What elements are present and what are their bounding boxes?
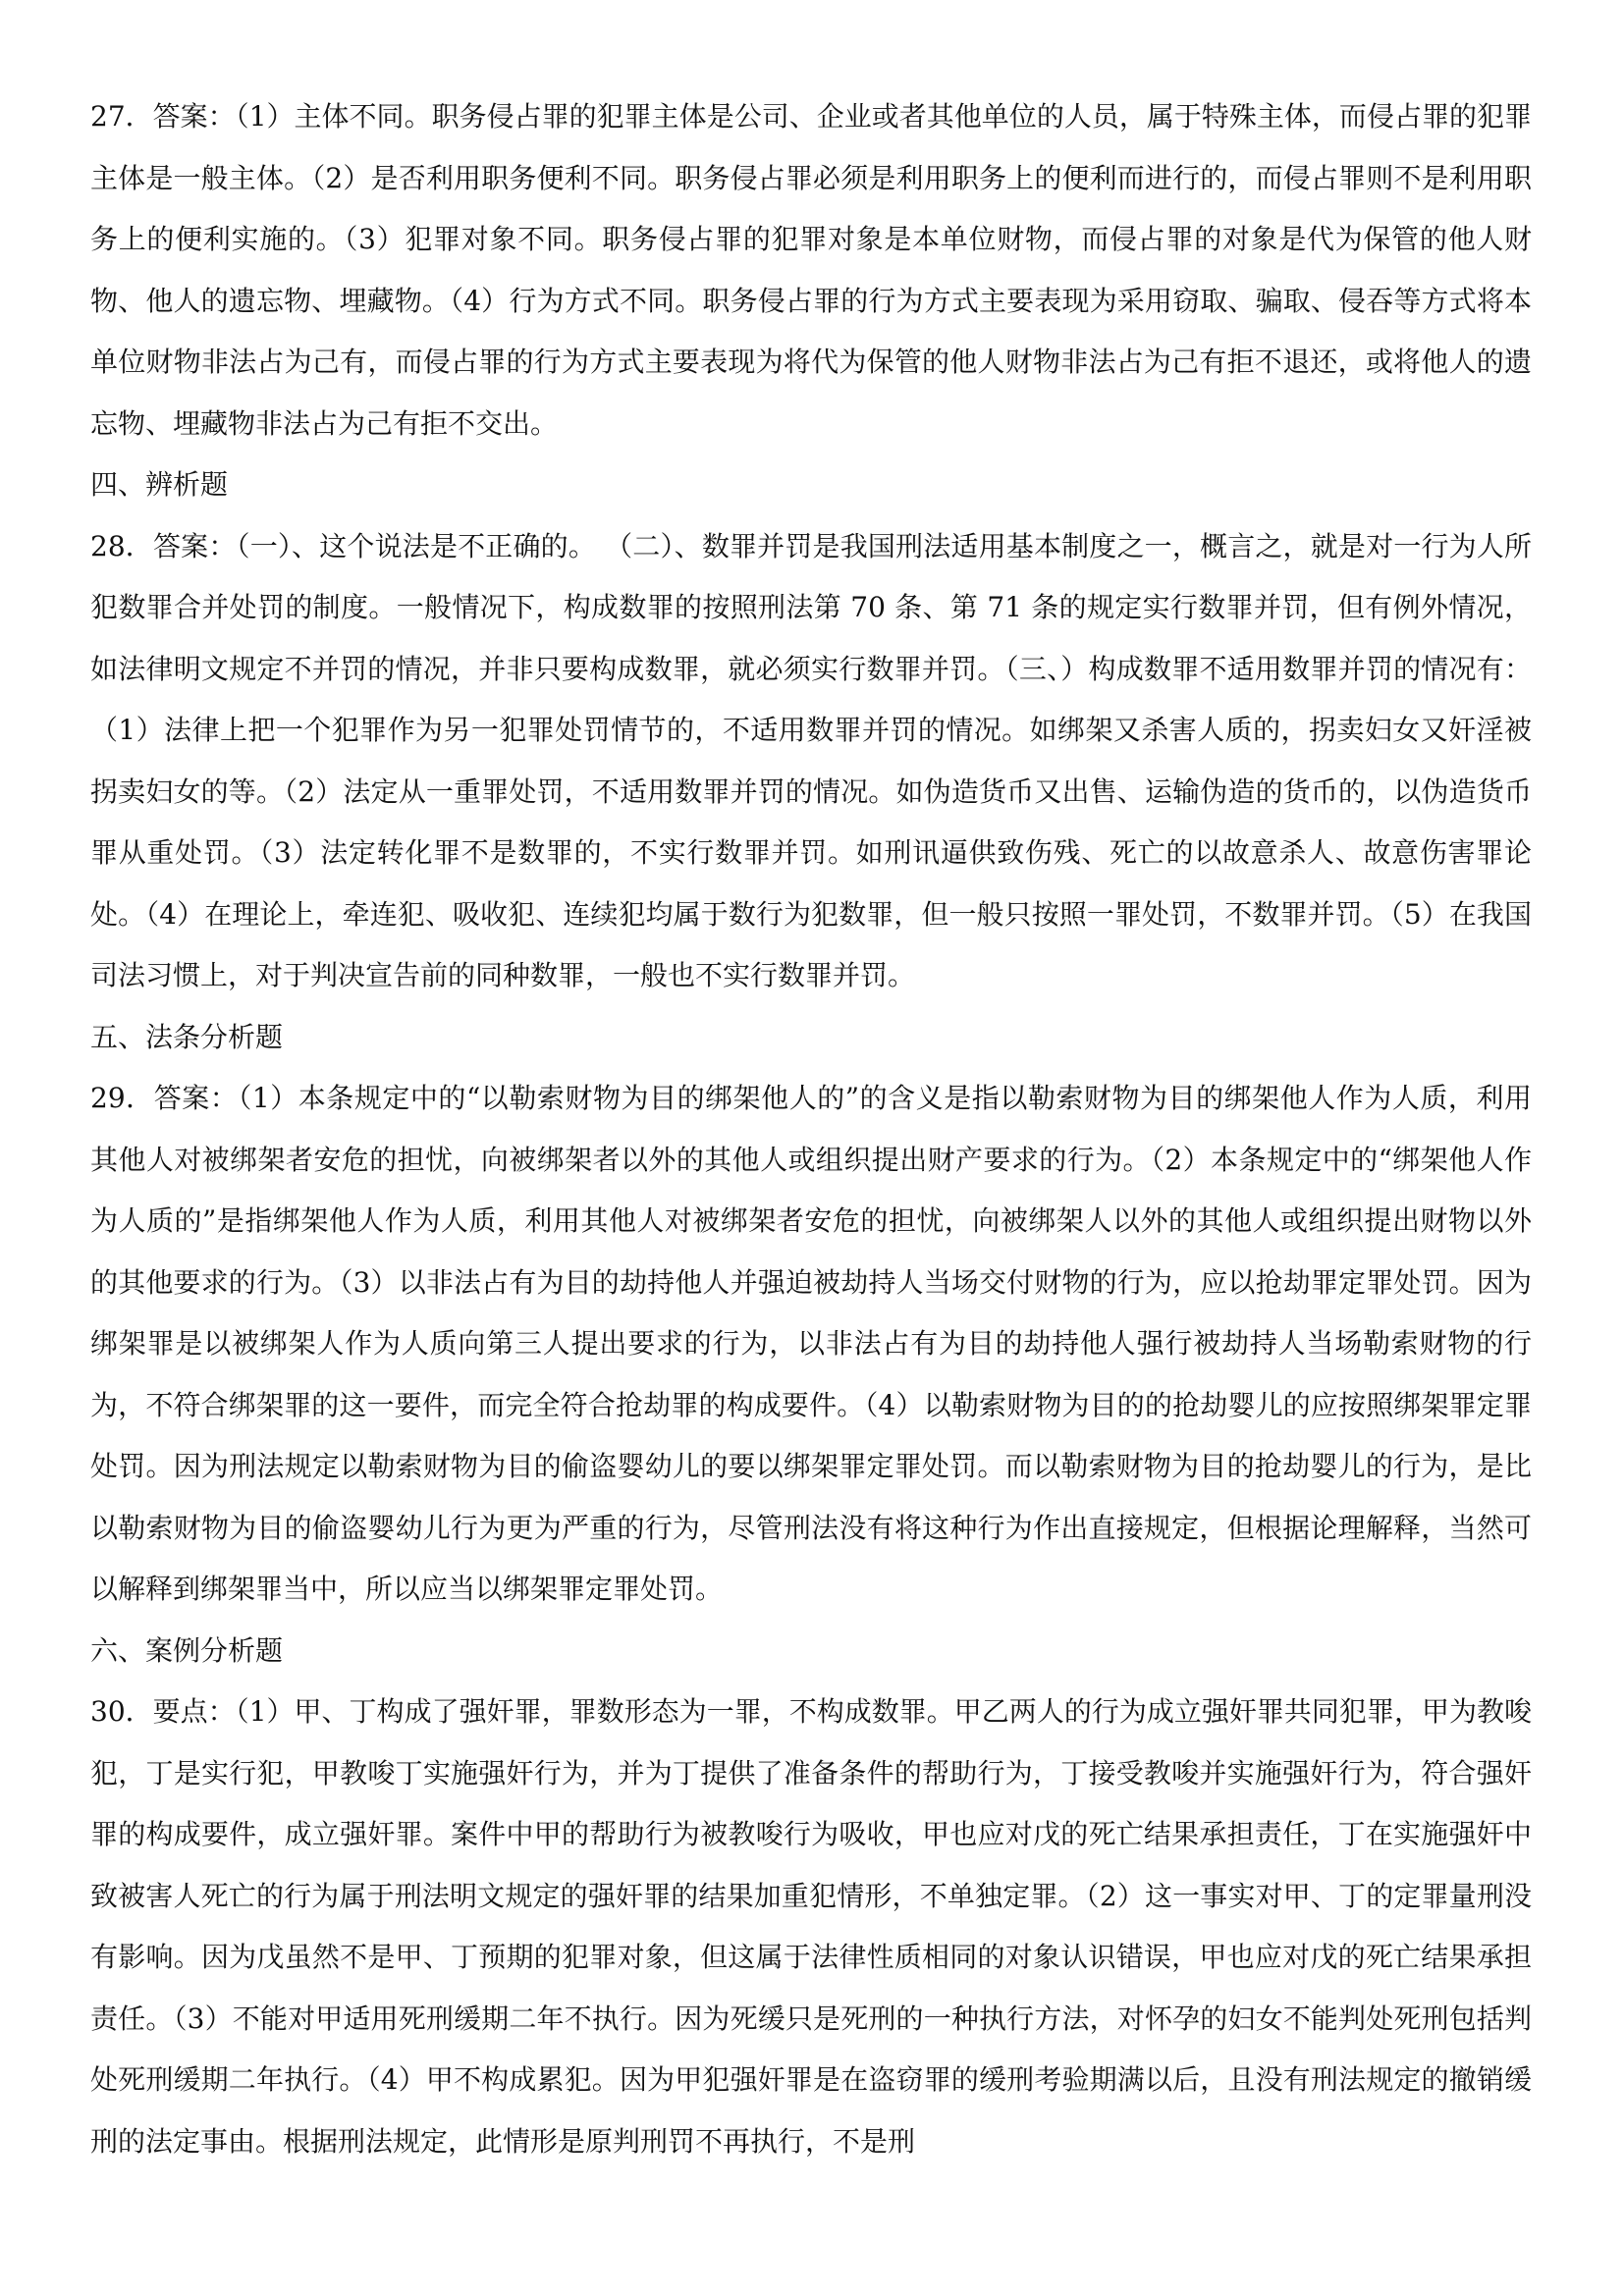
section-heading-5: 五、法条分析题 — [90, 1020, 284, 1053]
answer-29: 29．答案：（1）本条规定中的“以勒索财物为目的绑架他人的”的含义是指以勒索财物为目的绑架他人作为人质，利用其他人对被绑架者安危的担忧，向被绑架者以外的其他人或组织提出财产要求的行为。（2）本条规定中的“绑架他人作为人质的”是指绑架他人作为人质，利用其他人对被绑架者安危的担忧，向被绑架人以外的其他人或组织提出财物以外的其他要求的行为。（3）以非法占有为目的劫持他人并强迫被劫持人当场交付财物的行为，应以抢劫罪定罪处罚。因为绑架罪是以被绑架人作为人质向第三人提出要求的行为，以非法占有为目的劫持他人强行被劫持人当场勒索财物的行为，不符合绑架罪的这一要件，而完全符合抢劫罪的构成要件。（4）以勒索财物为目的的抢劫婴儿的应按照绑架罪定罪处罚。因为刑法规定以勒索财物为目的偷盗婴幼儿的要以绑架罪定罪处罚。而以勒索财物为目的抢劫婴儿的行为，是比以勒索财物为目的偷盗婴幼儿行为更为严重的行为，尽管刑法没有将这种行为作出直接规定，但根据论理解释，当然可以解释到绑架罪当中，所以应当以绑架罪定罪处罚。 — [90, 1082, 1532, 1605]
section-heading-4: 四、辨析题 — [90, 468, 229, 501]
answer-28: 28．答案：（一）、这个说法是不正确的。 （二）、数罪并罚是我国刑法适用基本制度之一，概言之，就是对一行为人所犯数罪合并处罚的制度。一般情况下，构成数罪的按照刑法第 70 条、第 71 条的规定实行数罪并罚，但有例外情况，如法律明文规定不并罚的情况，并非只要构成数罪，就必须实行数罪并罚。（三、）构成数罪不适用数罪并罚的情况有：（1）法律上把一个犯罪作为另一犯罪处罚情节的，不适用数罪并罚的情况。如绑架又杀害人质的，拐卖妇女又奸淫被拐卖妇女的等。（2）法定从一重罪处罚，不适用数罪并罚的情况。如伪造货币又出售、运输伪造的货币的，以伪造货币罪从重处罚。（3）法定转化罪不是数罪的，不实行数罪并罚。如刑讯逼供致伤残、死亡的以故意杀人、故意伤害罪论处。（4）在理论上，牵连犯、吸收犯、连续犯均属于数行为犯数罪，但一般只按照一罪处罚，不数罪并罚。（5）在我国司法习惯上，对于判决宣告前的同种数罪，一般也不实行数罪并罚。 — [90, 529, 1532, 991]
section-heading-6: 六、案例分析题 — [90, 1633, 284, 1667]
answer-27: 27．答案：（1）主体不同。职务侵占罪的犯罪主体是公司、企业或者其他单位的人员，属于特殊主体，而侵占罪的犯罪主体是一般主体。（2）是否利用职务便利不同。职务侵占罪必须是利用职务上的便利而进行的，而侵占罪则不是利用职务上的便利实施的。（3）犯罪对象不同。职务侵占罪的犯罪对象是本单位财物，而侵占罪的对象是代为保管的他人财物、他人的遗忘物、埋藏物。（4）行为方式不同。职务侵占罪的行为方式主要表现为采用窃取、骗取、侵吞等方式将本单位财物非法占为己有，而侵占罪的行为方式主要表现为将代为保管的他人财物非法占为己有拒不退还，或将他人的遗忘物、埋藏物非法占为己有拒不交出。 — [90, 100, 1532, 440]
document-page — [90, 86, 1532, 2172]
answer-30: 30．要点：（1）甲、丁构成了强奸罪，罪数形态为一罪，不构成数罪。甲乙两人的行为成立强奸罪共同犯罪，甲为教唆犯，丁是实行犯，甲教唆丁实施强奸行为，并为丁提供了准备条件的帮助行为，丁接受教唆并实施强奸行为，符合强奸罪的构成要件，成立强奸罪。案件中甲的帮助行为被教唆行为吸收，甲也应对戊的死亡结果承担责任，丁在实施强奸中致被害人死亡的行为属于刑法明文规定的强奸罪的结果加重犯情形，不单独定罪。（2）这一事实对甲、丁的定罪量刑没有影响。因为戊虽然不是甲、丁预期的犯罪对象，但这属于法律性质相同的对象认识错误，甲也应对戊的死亡结果承担责任。（3）不能对甲适用死刑缓期二年不执行。因为死缓只是死刑的一种执行方法，对怀孕的妇女不能判处死刑包括判处死刑缓期二年执行。（4）甲不构成累犯。因为甲犯强奸罪是在盗窃罪的缓刑考验期满以后，且没有刑法规定的撤销缓刑的法定事由。根据刑法规定，此情形是原判刑罚不再执行，不是刑 — [90, 1695, 1532, 2158]
